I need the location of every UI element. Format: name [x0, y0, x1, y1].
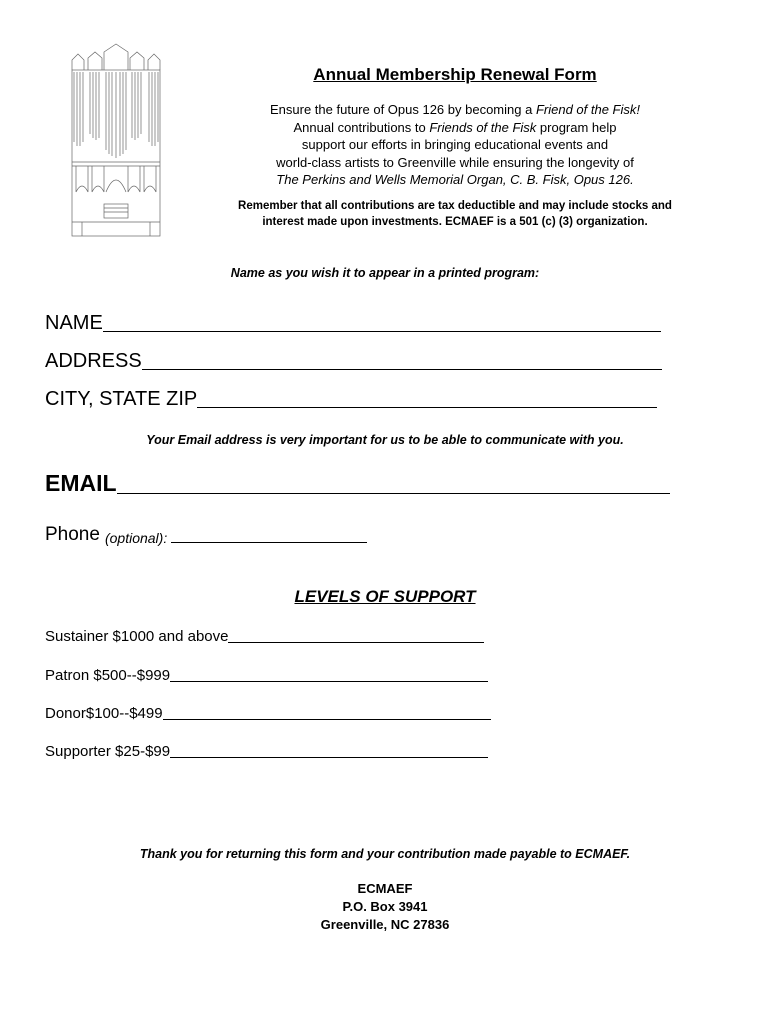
intro-line-1	[200, 101, 710, 119]
level-supporter[interactable]	[45, 743, 488, 760]
intro-line-3: support our efforts in bringing educational events and	[301, 137, 609, 152]
intro-line-2	[200, 119, 710, 137]
level-sustainer-line[interactable]	[228, 641, 484, 643]
level-donor[interactable]	[45, 705, 491, 722]
level-sustainer[interactable]	[45, 628, 484, 645]
phone-label: Phone	[45, 524, 100, 545]
printed-name-note: Name as you wish it to appear in a printed program:	[230, 266, 540, 280]
address-line[interactable]	[142, 368, 662, 370]
phone-optional-label: (optional):	[104, 530, 168, 546]
tax-note	[190, 198, 720, 230]
email-field[interactable]	[45, 470, 670, 497]
address-field[interactable]	[45, 350, 662, 373]
level-patron-line[interactable]	[170, 680, 488, 682]
thanks-note: Thank you for returning this form and your contribution made payable to ECMAEF.	[139, 847, 631, 861]
intro-line-1-text: Ensure the future of Opus 126 by becoming a	[270, 102, 536, 117]
email-note: Your Email address is very important for us to be able to communicate with you.	[146, 433, 624, 447]
intro-line-2-text: Annual contributions to	[293, 119, 430, 135]
intro-line-5	[200, 171, 710, 189]
intro-line-2-italic: Friends of the Fisk	[429, 119, 537, 135]
level-patron-label: Patron $500--$999	[45, 667, 171, 684]
level-supporter-label: Supporter $25-$99	[45, 743, 171, 760]
city-state-zip-label: CITY, STATE ZIP	[45, 388, 198, 410]
mailing-address	[0, 880, 770, 934]
intro-line-2-tail: program help	[536, 119, 617, 135]
intro-line-4: world-class artists to Greenville while ensuring the longevity of	[276, 154, 634, 170]
email-label: EMAIL	[45, 470, 117, 496]
level-donor-label: Donor$100--$499	[45, 705, 163, 722]
level-sustainer-label: Sustainer $1000 and above	[45, 628, 229, 645]
name-line[interactable]	[103, 330, 661, 332]
tax-note-line-1: Remember that all contributions are tax deductible and may include stocks and	[238, 200, 672, 212]
tax-note-line-2: interest made upon investments. ECMAEF is a 501 (c) (3) organization.	[262, 216, 648, 228]
phone-line[interactable]	[171, 541, 367, 543]
email-line[interactable]	[117, 492, 670, 494]
level-supporter-line[interactable]	[170, 756, 488, 758]
city-line: Greenville, NC 27836	[320, 917, 450, 932]
po-box: P.O. Box 3941	[342, 899, 428, 914]
address-label: ADDRESS	[45, 350, 142, 372]
org-name: ECMAEF	[357, 881, 413, 896]
organ-illustration	[68, 42, 164, 238]
level-patron[interactable]	[45, 667, 488, 684]
city-state-zip-line[interactable]	[197, 406, 657, 408]
intro-paragraph	[200, 101, 710, 189]
form-title: Annual Membership Renewal Form	[313, 65, 597, 84]
intro-line-1-italic: Friend of the Fisk!	[535, 102, 640, 117]
name-field[interactable]	[45, 312, 661, 335]
phone-field[interactable]	[45, 524, 367, 546]
name-label: NAME	[45, 312, 103, 334]
city-state-zip-field[interactable]	[45, 388, 657, 411]
levels-heading: LEVELS OF SUPPORT	[294, 587, 476, 606]
intro-line-5-italic: The Perkins and Wells Memorial Organ, C. B. Fisk, Opus 126.	[276, 172, 634, 187]
level-donor-line[interactable]	[163, 718, 491, 720]
